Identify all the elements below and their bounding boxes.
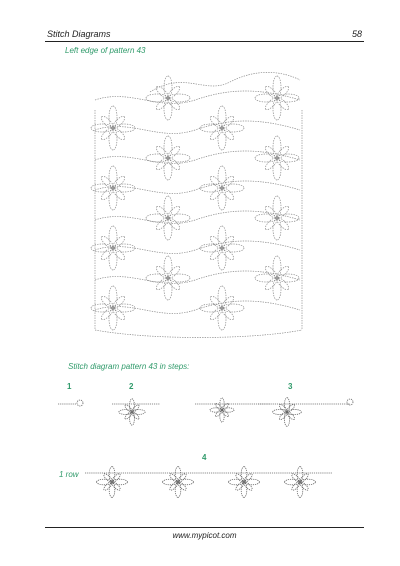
header-title: Stitch Diagrams: [47, 29, 111, 39]
petal: [111, 235, 127, 251]
step-label-3: 3: [288, 382, 293, 391]
flower-motif: [146, 256, 190, 300]
step-label-2: 2: [129, 382, 134, 391]
petal: [286, 403, 296, 413]
petal: [220, 235, 236, 251]
flower-motif: [273, 398, 302, 427]
petal: [111, 115, 127, 131]
flower-motif: [97, 467, 128, 498]
pattern-43-diagram: [91, 72, 302, 337]
petal: [166, 145, 182, 161]
petal: [275, 205, 291, 221]
flower-motif: [229, 467, 260, 498]
petal: [275, 265, 291, 281]
petal: [220, 115, 236, 131]
flower-motif: [119, 399, 145, 425]
steps-caption: Stitch diagram pattern 43 in steps:: [68, 362, 190, 371]
chain-arc: [95, 241, 300, 253]
flower-motif: [146, 136, 190, 180]
flower-motif: [163, 467, 194, 498]
chain-arc: [95, 301, 300, 313]
flower-motif: [200, 166, 244, 210]
chain-arc: [95, 121, 300, 133]
petal: [166, 205, 182, 221]
flower-motif: [200, 226, 244, 270]
petal: [220, 295, 236, 311]
diagram-caption: Left edge of pattern 43: [65, 46, 146, 55]
chain-arc: [95, 181, 300, 193]
flower-motif: [146, 196, 190, 240]
petal: [220, 175, 236, 191]
bottom-edge: [95, 330, 302, 338]
petal: [111, 295, 127, 311]
flower-motif: [91, 286, 135, 330]
flower-motif: [200, 106, 244, 150]
flower-motif: [91, 226, 135, 270]
flower-motif: [285, 467, 316, 498]
petal: [278, 403, 288, 413]
step-label-1: 1: [67, 382, 72, 391]
ring: [347, 399, 353, 405]
flower-motif: [210, 398, 234, 422]
page-number: 58: [351, 29, 362, 39]
page-footer: [45, 527, 364, 540]
petal: [166, 85, 182, 101]
petal: [275, 145, 291, 161]
flower-motif: [200, 286, 244, 330]
flower-motif: [91, 166, 135, 210]
petal: [131, 404, 140, 413]
steps-diagram: [58, 398, 353, 498]
flower-motif: [91, 106, 135, 150]
step-label-4: 4: [202, 453, 207, 462]
row-label: 1 row: [59, 470, 79, 479]
ring: [77, 400, 83, 406]
petal: [166, 265, 182, 281]
footer-url: www.mypicot.com: [172, 531, 237, 540]
petal: [111, 175, 127, 191]
petal: [275, 85, 291, 101]
